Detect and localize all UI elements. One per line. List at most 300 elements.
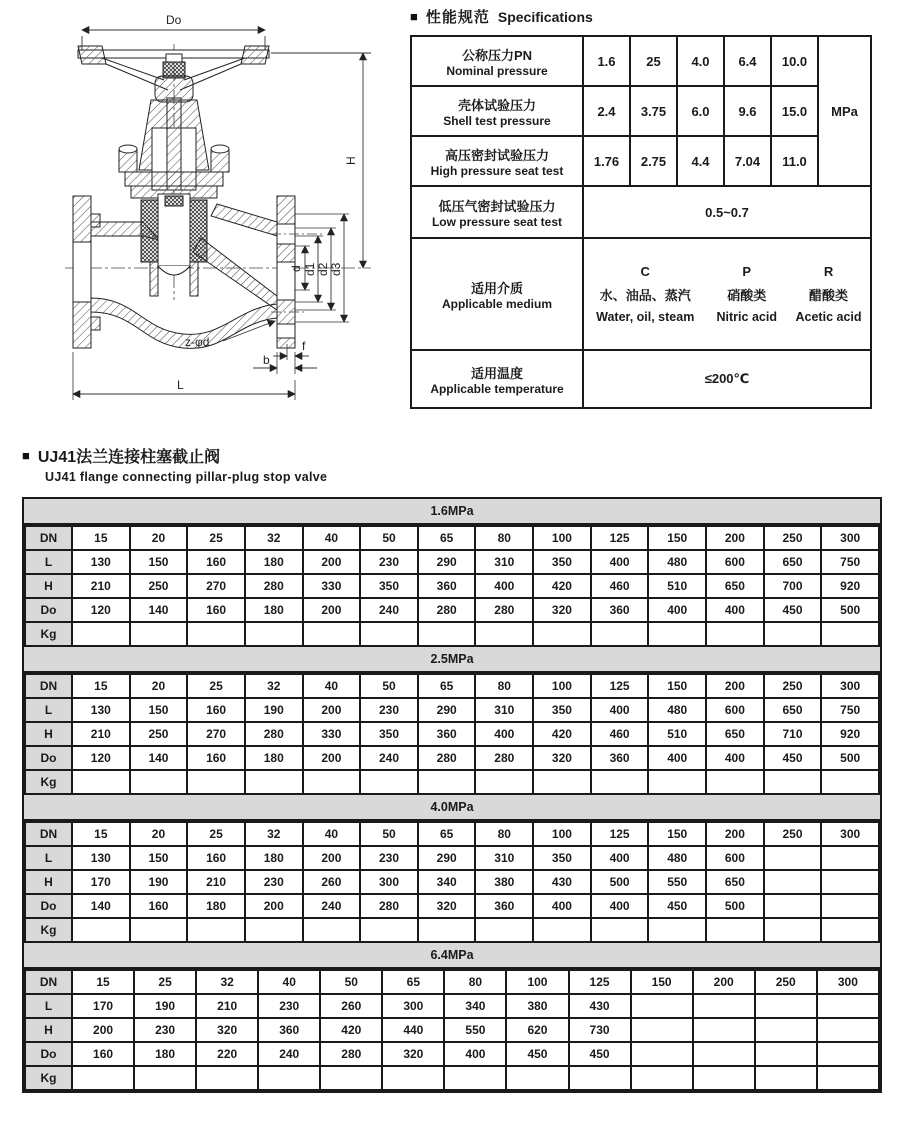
spec-value: 1.6 [583,36,630,86]
dim-cell: 350 [533,550,591,574]
dim-cell: 230 [360,550,418,574]
medium-col-r: R 醋酸类 Acetic acid [795,264,862,324]
dim-cell: 250 [130,574,188,598]
dim-cell: 270 [187,722,245,746]
pressure-block [24,499,880,647]
specifications-section [410,6,874,409]
dim-cell: 160 [72,1042,134,1066]
dim-cell [755,994,817,1018]
dim-cell [382,1066,444,1090]
dim-cell: 50 [360,822,418,846]
dim-cell [303,770,361,794]
d2-dimension-label: d2 [316,262,330,276]
dim-cell [303,918,361,942]
row-label: Kg [25,1066,72,1090]
pressure-block [24,943,880,1091]
spec-value: 2.4 [583,86,630,136]
d-dimension-label: d [289,265,303,272]
dim-cell: 125 [591,822,649,846]
dim-cell [631,1018,693,1042]
pressure-band: 4.0MPa [24,795,880,821]
dim-cell: 360 [591,746,649,770]
table-row [25,970,879,994]
dim-cell: 50 [360,674,418,698]
dim-cell: 65 [382,970,444,994]
pressure-block [24,795,880,943]
dim-cell: 40 [303,526,361,550]
dim-cell [591,622,649,646]
dim-cell: 710 [764,722,822,746]
dim-cell: 330 [303,722,361,746]
dim-cell: 400 [706,598,764,622]
dim-cell: 380 [475,870,533,894]
product-title-en: UJ41 flange connecting pillar-plug stop valve [45,470,328,484]
dim-cell: 200 [303,698,361,722]
dim-cell: 80 [475,526,533,550]
dim-cell: 150 [130,550,188,574]
row-label-shell-test: 壳体试验压力 Shell test pressure [411,86,583,136]
table-row [25,770,879,794]
row-label: Do [25,746,72,770]
dim-cell: 430 [569,994,631,1018]
dim-cell: 400 [591,550,649,574]
table-row [25,994,879,1018]
dim-cell: 15 [72,970,134,994]
dim-cell: 320 [533,746,591,770]
dim-cell: 180 [134,1042,196,1066]
dim-cell: 130 [72,550,130,574]
dim-cell: 450 [506,1042,568,1066]
dim-cell: 230 [134,1018,196,1042]
dim-cell [187,622,245,646]
dim-cell: 380 [506,994,568,1018]
table-row [25,1018,879,1042]
dim-cell: 400 [591,846,649,870]
dim-cell: 420 [320,1018,382,1042]
dim-cell: 210 [196,994,258,1018]
dim-cell: 15 [72,526,130,550]
table-row [411,86,871,136]
dim-cell [134,1066,196,1090]
dim-cell: 120 [72,598,130,622]
dim-cell: 440 [382,1018,444,1042]
dim-cell [72,622,130,646]
dim-cell: 240 [258,1042,320,1066]
dim-cell [320,1066,382,1090]
spec-value: 6.0 [677,86,724,136]
dim-cell: 310 [475,846,533,870]
spec-value: 25 [630,36,677,86]
dim-cell: 100 [533,822,591,846]
dim-cell: 210 [187,870,245,894]
dim-cell [475,770,533,794]
dim-cell: 160 [187,698,245,722]
dim-cell: 210 [72,722,130,746]
dim-cell: 320 [418,894,476,918]
dim-cell [591,770,649,794]
dim-cell: 200 [693,970,755,994]
dim-cell: 200 [706,526,764,550]
dim-cell: 730 [569,1018,631,1042]
dim-cell: 250 [130,722,188,746]
dim-cell [693,1018,755,1042]
dim-cell: 180 [245,550,303,574]
dimension-tables [22,497,882,1093]
dim-cell: 240 [360,746,418,770]
dim-cell: 400 [591,698,649,722]
dim-cell: 510 [648,574,706,598]
dim-cell: 290 [418,698,476,722]
dim-cell [72,1066,134,1090]
dim-cell [360,770,418,794]
dim-cell: 180 [245,598,303,622]
dim-cell [475,622,533,646]
dim-cell: 125 [569,970,631,994]
dim-cell [821,846,879,870]
dim-cell: 32 [245,526,303,550]
dim-cell: 450 [648,894,706,918]
dimension-table [24,969,880,1091]
dim-cell: 510 [648,722,706,746]
dim-cell [817,994,879,1018]
product-title-section [22,444,327,484]
table-row [25,846,879,870]
b-dimension-label: b [263,353,270,367]
row-label: L [25,846,72,870]
dim-cell: 360 [418,722,476,746]
specifications-table [410,35,872,409]
table-row [411,36,871,86]
dim-cell [693,1042,755,1066]
dim-cell: 180 [187,894,245,918]
dim-cell: 40 [303,822,361,846]
dim-cell: 620 [506,1018,568,1042]
table-row [25,1042,879,1066]
dim-cell: 230 [360,698,418,722]
dim-cell [764,918,822,942]
dim-cell [755,1042,817,1066]
dim-cell [821,622,879,646]
dim-cell [631,1042,693,1066]
row-label-high-seat-test: 高压密封试验压力 High pressure seat test [411,136,583,186]
dim-cell: 460 [591,574,649,598]
dim-cell: 180 [245,846,303,870]
spec-value: 1.76 [583,136,630,186]
dim-cell: 140 [130,598,188,622]
row-label: H [25,870,72,894]
dim-cell: 140 [130,746,188,770]
table-row [25,526,879,550]
body-wall-bottom [91,298,277,348]
dim-cell: 340 [418,870,476,894]
row-label-applicable-temperature: 适用温度 Applicable temperature [411,350,583,408]
dim-cell: 350 [360,574,418,598]
dim-cell: 400 [533,894,591,918]
dim-cell: 20 [130,674,188,698]
dim-cell [764,894,822,918]
stem-nut-cap [166,54,182,62]
table-row [25,550,879,574]
dim-cell: 500 [591,870,649,894]
dim-cell: 150 [631,970,693,994]
dim-cell: 170 [72,994,134,1018]
dim-cell: 310 [475,698,533,722]
temperature-value: ≤200℃ [583,350,871,408]
dim-cell [72,770,130,794]
dim-cell: 650 [764,550,822,574]
dim-cell: 430 [533,870,591,894]
spec-value: 10.0 [771,36,818,86]
dim-cell [258,1066,320,1090]
dim-cell: 150 [648,526,706,550]
dim-cell: 400 [648,746,706,770]
dim-cell: 32 [196,970,258,994]
square-bullet-icon: ■ [410,9,418,24]
dim-cell: 280 [320,1042,382,1066]
dim-cell: 150 [130,698,188,722]
row-label: Do [25,1042,72,1066]
dim-cell: 480 [648,846,706,870]
dim-cell: 190 [245,698,303,722]
dim-cell [631,1066,693,1090]
dim-cell [821,918,879,942]
packing-left [141,200,158,262]
dim-cell: 360 [418,574,476,598]
dim-cell: 65 [418,822,476,846]
spec-value: 6.4 [724,36,771,86]
dim-cell: 200 [706,674,764,698]
dim-cell: 650 [706,870,764,894]
dim-cell: 25 [134,970,196,994]
dim-cell: 100 [533,526,591,550]
dim-cell: 40 [303,674,361,698]
dim-cell: 32 [245,822,303,846]
unit-cell: MPa [818,36,871,186]
row-label: H [25,574,72,598]
dim-cell: 500 [821,746,879,770]
dim-cell: 420 [533,574,591,598]
dim-cell: 650 [706,574,764,598]
dim-cell: 300 [360,870,418,894]
pressure-band: 2.5MPa [24,647,880,673]
valve-drawing [25,0,405,418]
dim-cell: 240 [360,598,418,622]
dim-cell: 400 [475,574,533,598]
dim-cell: 400 [444,1042,506,1066]
dim-cell: 300 [817,970,879,994]
dim-cell [130,918,188,942]
dim-cell: 150 [648,822,706,846]
dim-cell: 260 [303,870,361,894]
dim-cell [533,918,591,942]
dim-cell [755,1018,817,1042]
packing-right [190,200,207,262]
dim-cell: 650 [706,722,764,746]
table-row [25,674,879,698]
pressure-block [24,647,880,795]
spec-value: 11.0 [771,136,818,186]
dim-cell: 250 [764,674,822,698]
dim-cell [706,918,764,942]
table-row [25,574,879,598]
dim-cell: 320 [382,1042,444,1066]
dim-cell [648,622,706,646]
dim-cell: 920 [821,722,879,746]
dimension-table [24,821,880,943]
dim-cell: 25 [187,674,245,698]
dim-cell [187,770,245,794]
dim-cell: 125 [591,674,649,698]
dim-cell: 280 [418,598,476,622]
dim-cell [475,918,533,942]
dim-cell [187,918,245,942]
dim-cell: 400 [475,722,533,746]
dim-cell: 400 [591,894,649,918]
dim-cell [245,770,303,794]
spec-value: 9.6 [724,86,771,136]
dim-cell [764,846,822,870]
row-label: Do [25,894,72,918]
dim-cell [418,918,476,942]
row-label: DN [25,822,72,846]
d3-dimension-label: d3 [329,262,343,276]
spec-value: 4.4 [677,136,724,186]
dimension-table [24,673,880,795]
dim-cell: 750 [821,550,879,574]
dim-cell: 25 [187,822,245,846]
row-label: DN [25,970,72,994]
dim-cell [196,1066,258,1090]
dim-cell: 280 [418,746,476,770]
table-row [25,1066,879,1090]
applicable-medium-cell [583,238,871,350]
dim-cell: 320 [196,1018,258,1042]
dim-cell: 160 [130,894,188,918]
dim-cell: 20 [130,526,188,550]
dim-cell: 230 [258,994,320,1018]
dim-cell: 700 [764,574,822,598]
dim-cell [693,1066,755,1090]
dim-cell: 280 [360,894,418,918]
medium-col-p: P 硝酸类 Nitric acid [716,264,777,324]
dim-cell: 80 [475,674,533,698]
dim-cell [631,994,693,1018]
dim-cell: 130 [72,698,130,722]
dim-cell [569,1066,631,1090]
row-label: Kg [25,918,72,942]
d1-dimension-label: d1 [303,262,317,276]
dim-cell: 350 [360,722,418,746]
dim-cell: 350 [533,698,591,722]
dim-cell: 220 [196,1042,258,1066]
dim-cell: 290 [418,550,476,574]
dim-cell: 50 [320,970,382,994]
spec-value: 2.75 [630,136,677,186]
row-label: DN [25,526,72,550]
dim-cell: 360 [258,1018,320,1042]
medium-col-c: C 水、油品、蒸汽 Water, oil, steam [596,264,695,324]
dim-cell: 130 [72,846,130,870]
table-row [411,186,871,238]
dim-cell: 310 [475,550,533,574]
dim-cell: 360 [591,598,649,622]
dim-cell: 32 [245,674,303,698]
dim-cell: 450 [569,1042,631,1066]
dim-cell: 230 [245,870,303,894]
specifications-title-cn: 性能规范 [425,9,490,26]
bonnet-flange-upper [125,172,223,186]
table-row [25,822,879,846]
row-label-low-seat-test: 低压气密封试验压力 Low pressure seat test [411,186,583,238]
row-label: DN [25,674,72,698]
dim-cell: 80 [475,822,533,846]
dim-cell: 15 [72,674,130,698]
dim-cell: 65 [418,674,476,698]
dim-cell: 500 [821,598,879,622]
dim-cell: 280 [245,574,303,598]
table-row [411,136,871,186]
dim-cell: 50 [360,526,418,550]
dim-cell [821,870,879,894]
table-row [25,698,879,722]
dim-cell: 250 [764,526,822,550]
dim-cell: 500 [706,894,764,918]
spec-value: 7.04 [724,136,771,186]
dim-cell [533,622,591,646]
dim-cell: 140 [72,894,130,918]
do-dimension-label: Do [166,13,182,27]
pressure-band: 1.6MPa [24,499,880,525]
dim-cell: 160 [187,746,245,770]
row-label: Do [25,598,72,622]
dim-cell: 400 [706,746,764,770]
seat-ring-left [150,262,158,296]
dim-cell: 600 [706,846,764,870]
specifications-title-en: Specifications [497,8,593,25]
dim-cell: 400 [648,598,706,622]
dim-cell: 150 [648,674,706,698]
dim-cell: 480 [648,550,706,574]
dim-cell: 190 [130,870,188,894]
row-label-nominal-pressure: 公称压力PN Nominal pressure [411,36,583,86]
dim-cell: 200 [303,846,361,870]
dim-cell: 270 [187,574,245,598]
pressure-band: 6.4MPa [24,943,880,969]
dim-cell [591,918,649,942]
dim-cell: 920 [821,574,879,598]
row-label: L [25,698,72,722]
table-row [25,722,879,746]
dim-cell: 200 [303,746,361,770]
dim-cell: 350 [533,846,591,870]
table-row [25,598,879,622]
dim-cell: 280 [245,722,303,746]
dim-cell: 200 [303,598,361,622]
dim-cell: 160 [187,846,245,870]
row-label-applicable-medium: 适用介质 Applicable medium [411,238,583,350]
dim-cell [418,622,476,646]
dim-cell: 120 [72,746,130,770]
dim-cell: 330 [303,574,361,598]
body-wall-top-right [211,204,277,236]
row-label: L [25,994,72,1018]
dim-cell [245,918,303,942]
dim-cell: 250 [764,822,822,846]
dim-cell: 230 [360,846,418,870]
zd-dimension-label: z-φd [185,335,210,349]
dim-cell [693,994,755,1018]
dim-cell [648,918,706,942]
